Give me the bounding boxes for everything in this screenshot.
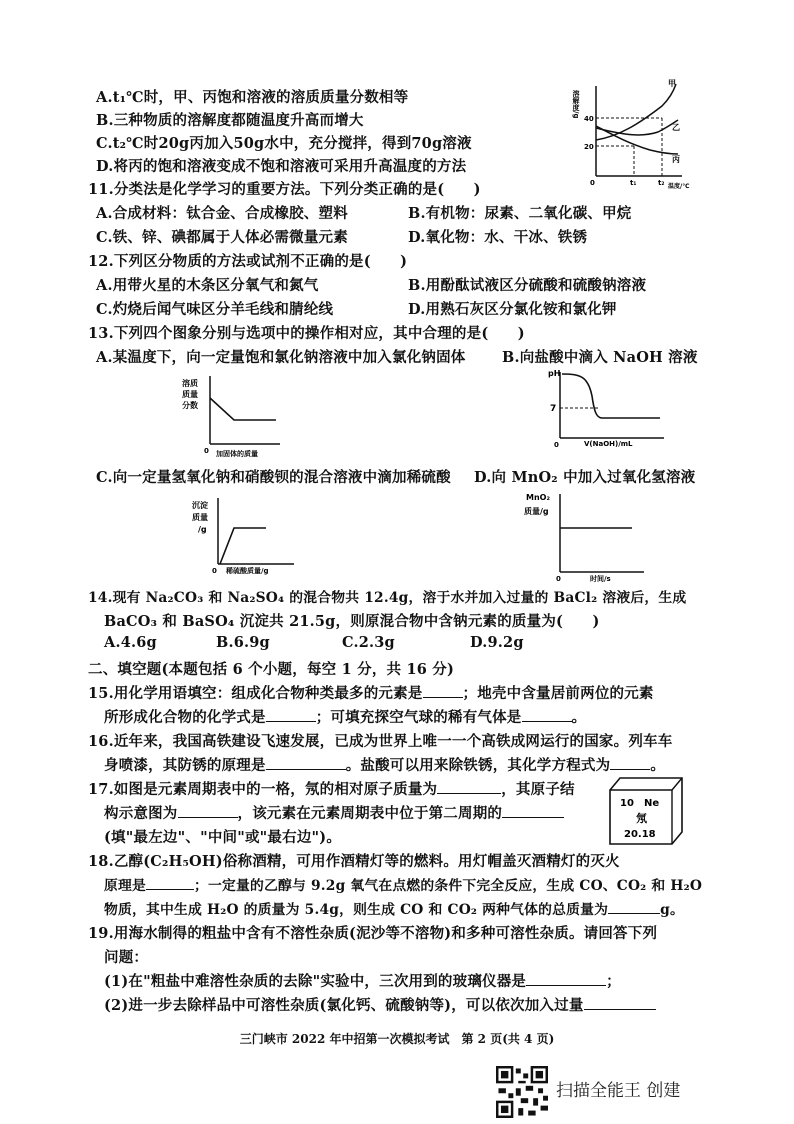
graph-ylabel: 溶解度/g [572, 90, 580, 119]
q19-line-1: 19.用海水制得的粗盐中含有不溶性杂质(泥沙等不溶物)和多种可溶性杂质。请回答下列 [88, 925, 658, 942]
section-2-heading: 二、填空题(本题包括 6 个小题，每空 1 分，共 16 分) [88, 661, 455, 678]
q13-stem: 13.下列四个图象分别与选项中的操作相对应，其中合理的是( ) [88, 325, 525, 342]
q16-blank-1[interactable] [266, 757, 346, 770]
q11-stem: 11.分类法是化学学习的重要方法。下列分类正确的是( ) [88, 181, 481, 198]
q16-line-2: 身喷漆，其防锈的原理是 。盐酸可以用来除铁锈，其化学方程式为 。 [104, 757, 666, 774]
page-footer: 三门峡市 2022 年中招第一次模拟考试 第 2 页(共 4 页) [239, 1032, 555, 1046]
graph-a-origin: 0 [204, 447, 209, 455]
graph-b-origin: 0 [554, 441, 559, 449]
q13-option-d: D.向 MnO₂ 中加入过氧化氢溶液 [474, 469, 696, 486]
q12-option-b: B.用酚酞试液区分硫酸和硫酸钠溶液 [408, 277, 647, 294]
graph-c [190, 494, 300, 576]
q14-option-b: B.6.9g [216, 634, 270, 651]
graph-c-y2: 质量 [192, 513, 208, 522]
q19-line-2: 问题： [104, 949, 149, 966]
graph-a-xlabel: 加固体的质量 [216, 450, 258, 458]
q19-blank-2[interactable] [584, 997, 656, 1010]
graph-b-xlabel: V(NaOH)/mL [584, 440, 633, 448]
graph-label-jia: 甲 [668, 79, 676, 88]
cell-atomic-mass: 20.18 [624, 829, 656, 840]
q10-option-d: D.将丙的饱和溶液变成不饱和溶液可采用升高温度的方法 [96, 158, 467, 175]
q12-stem: 12.下列区分物质的方法或试剂不正确的是( ) [88, 253, 408, 270]
q12-option-a: A.用带火星的木条区分氧气和氮气 [96, 277, 319, 294]
q17-blank-1[interactable] [437, 781, 501, 794]
q17-line-2: 构示意图为 ，该元素在元素周期表中位于第二周期的 [104, 802, 564, 823]
q16-line-1: 16.近年来，我国高铁建设飞速发展，已成为世界上唯一一个高铁成网运行的国家。列车车 [88, 733, 673, 750]
q10-option-b: B.三种物质的溶解度都随温度升高而增大 [96, 112, 364, 129]
graph-b [540, 366, 670, 456]
graph-a-y3: 分数 [182, 401, 198, 410]
q11-option-d: D.氧化物：水、干冰、铁锈 [408, 229, 588, 246]
graph-d-origin: 0 [556, 575, 561, 582]
q14-option-d: D.9.2g [470, 634, 524, 651]
q17-blank-3[interactable] [502, 805, 564, 818]
q19-line-4: (2)进一步去除样品中可溶性杂质(氯化钙、硫酸钠等)，可以依次加入过量 [104, 994, 656, 1015]
q15-line-1: 15.用化学用语填空：组成化合物种类最多的元素是 ；地壳中含量居前两位的元素 [88, 685, 654, 702]
q12-option-d: D.用熟石灰区分氯化铵和氯化钾 [408, 301, 617, 318]
graph-b-seven: 7 [550, 404, 557, 414]
graph-d-y1: MnO₂ [526, 493, 550, 502]
solubility-graph [570, 78, 690, 190]
q10-option-a: A.t₁℃时，甲、丙饱和溶液的溶质质量分数相等 [96, 89, 409, 106]
q15-blank-3[interactable] [522, 709, 572, 722]
q18-line-2: 原理是 ；一定量的乙醇与 9.2g 氧气在点燃的条件下完全反应，生成 CO、CO₂ 和 H₂O [104, 878, 703, 894]
graph-c-y3: /g [198, 525, 207, 534]
scanner-watermark: 扫描全能王 创建 [556, 1081, 681, 1101]
graph-origin: 0 [590, 179, 595, 187]
graph-a-y1: 溶质 [182, 379, 198, 388]
graph-label-bing: 丙 [672, 155, 680, 164]
cell-name: 氖 [636, 812, 647, 825]
graph-d [520, 488, 650, 582]
q11-option-a: A.合成材料：钛合金、合成橡胶、塑料 [96, 205, 348, 222]
graph-t2: t₂ [658, 179, 665, 187]
graph-tick-40: 40 [584, 115, 594, 123]
q14-line-1: 14.现有 Na₂CO₃ 和 Na₂SO₄ 的混合物共 12.4g，溶于水并加入过量的 BaCl₂ 溶液后，生成 [88, 590, 687, 606]
q18-blank-2[interactable] [608, 901, 660, 914]
q14-option-a: A.4.6g [104, 634, 157, 651]
q13-option-a: A.某温度下，向一定量饱和氯化钠溶液中加入氯化钠固体 [96, 349, 466, 366]
graph-c-y1: 沉淀 [192, 501, 208, 510]
graph-c-origin: 0 [212, 567, 217, 575]
q17-line-3: (填"最左边"、"中间"或"最右边")。 [104, 829, 342, 846]
graph-tick-20: 20 [584, 143, 594, 151]
q12-option-c: C.灼烧后闻气味区分羊毛线和腈纶线 [96, 301, 334, 318]
q13-option-b: B.向盐酸中滴入 NaOH 溶液 [502, 349, 698, 366]
q11-option-b: B.有机物：尿素、二氧化碳、甲烷 [408, 205, 632, 222]
graph-a [176, 372, 286, 462]
graph-a-y2: 质量 [182, 390, 198, 399]
cell-symbol: Ne [644, 798, 660, 809]
q14-line-2: BaCO₃ 和 BaSO₄ 沉淀共 21.5g，则原混合物中含钠元素的质量为( ) [104, 613, 600, 630]
q15-blank-1[interactable] [423, 685, 463, 698]
q18-line-1: 18.乙醇(C₂H₅OH)俗称酒精，可用作酒精灯等的燃料。用灯帽盖灭酒精灯的灭火 [88, 853, 620, 870]
q19-line-3: (1)在"粗盐中难溶性杂质的去除"实验中，三次用到的玻璃仪器是 ； [104, 973, 621, 990]
q17-blank-2[interactable] [178, 805, 238, 818]
q14-option-c: C.2.3g [342, 634, 395, 651]
graph-b-ylabel: pH [548, 369, 561, 378]
graph-d-xlabel: 时间/s [590, 575, 611, 582]
q13-option-c: C.向一定量氢氧化钠和硝酸钡的混合溶液中滴加稀硫酸 [96, 469, 451, 486]
q17-line-1: 17.如图是元素周期表中的一格，氖的相对原子质量为 ，其原子结 [88, 781, 575, 798]
q15-blank-2[interactable] [266, 709, 316, 722]
periodic-table-cell [608, 772, 688, 850]
q11-option-c: C.铁、锌、碘都属于人体必需微量元素 [96, 229, 348, 246]
graph-label-yi: 乙 [672, 123, 680, 132]
graph-t1: t₁ [630, 179, 637, 187]
q10-option-c: C.t₂℃时20g丙加入50g水中，充分搅拌，得到70g溶液 [96, 135, 472, 152]
graph-xlabel: 温度/℃ [668, 183, 690, 190]
q18-line-3: 物质，其中生成 H₂O 的质量为 5.4g，则生成 CO 和 CO₂ 两种气体的总质量为 g。 [104, 902, 684, 918]
cell-atomic-number: 10 [620, 798, 634, 809]
q15-line-2: 所形成化合物的化学式是 ；可填充探空气球的稀有气体是 。 [104, 709, 587, 726]
q19-blank-1[interactable] [526, 973, 606, 986]
q18-blank-1[interactable] [146, 877, 194, 890]
graph-c-xlabel: 稀硫酸质量/g [226, 567, 269, 575]
graph-d-y2: 质量/g [524, 507, 549, 516]
qr-code-icon [496, 1066, 548, 1118]
q16-blank-2[interactable] [610, 757, 650, 770]
